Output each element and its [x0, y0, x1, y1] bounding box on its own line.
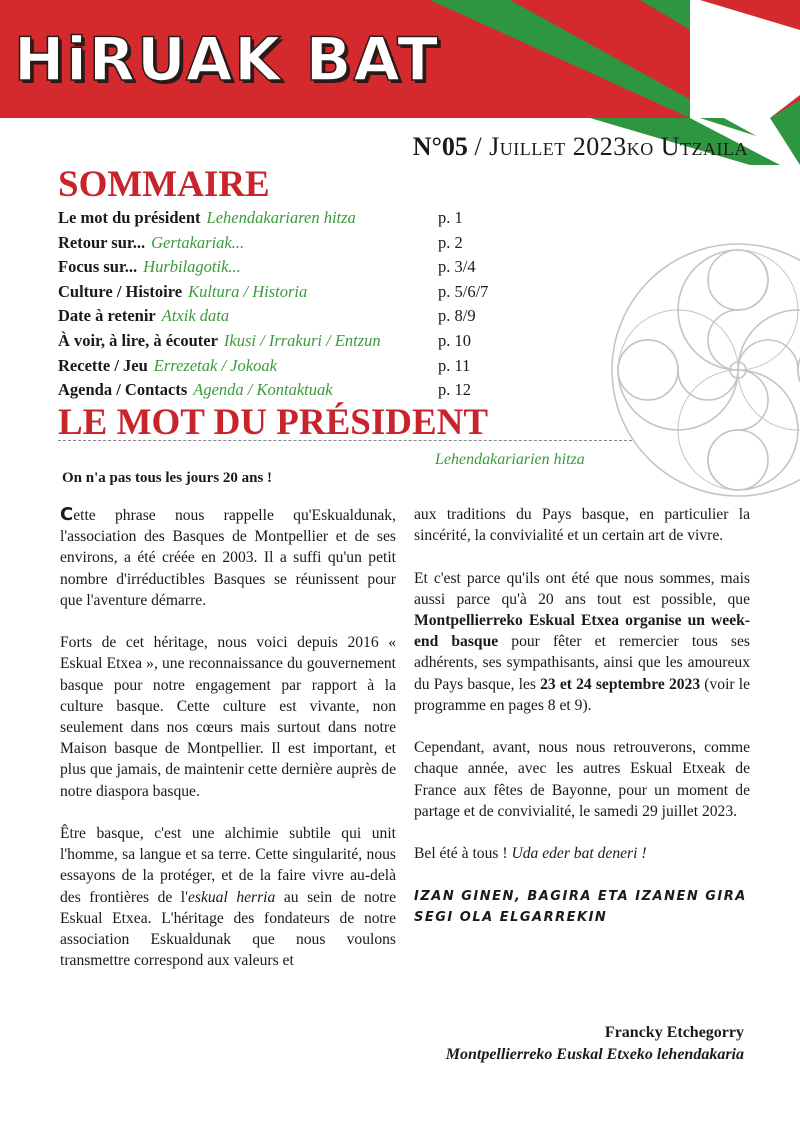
- toc-item[interactable]: [58, 255, 498, 280]
- paragraph: Cependant, avant, nous nous retrouverons, comme chaque année, avec les autres Eskual Etxeak de France aux fêtes de Bayonne, pour un moment de partage et de convivialité, le samedi 29 juillet 2023.: [414, 739, 750, 820]
- signature-role: Montpellierreko Euskal Etxeko lehendakaria: [445, 1046, 744, 1063]
- basque-motto: [414, 886, 750, 928]
- bold-text: Montpellierreko Eskual Etxea organise un week-end basque: [414, 612, 750, 651]
- paragraph-text: ette phrase nous rappelle qu'Eskualdunak, l'association des Basques de Montpellier et de ses environs, a été créée en 2003. Il a suffi qu'un petit nombre d'irréductibles Basques se réunissent pour que l'aventure démarre.: [60, 507, 396, 609]
- toc-item[interactable]: [58, 206, 498, 231]
- toc-item-page: p. 1: [438, 208, 463, 227]
- paragraph-text: Et c'est parce qu'ils ont été que nous sommes, mais aussi parce qu'à 20 ans tout est possible, que: [414, 569, 750, 608]
- toc-item[interactable]: [58, 231, 498, 256]
- toc-item-eu: Hurbilagotik...: [143, 257, 241, 277]
- toc-item-page: p. 8/9: [438, 306, 476, 326]
- newsletter-masthead: HiRUAK BAT: [14, 25, 441, 95]
- toc-item-fr: Retour sur...: [58, 232, 146, 252]
- sommaire-title: SOMMAIRE: [58, 164, 270, 205]
- toc-item-fr: Le mot du président: [58, 208, 201, 227]
- toc-item-eu: Atxik data: [161, 306, 230, 326]
- toc-item-page: p. 12: [438, 380, 471, 400]
- paragraph-text: pour fêter et remercier tous ses adhérents, ses sympathisants, ainsi que les amoureux du Pays basque, les: [414, 633, 750, 693]
- article-column-left: [60, 504, 396, 993]
- toc-item-eu: Agenda / Kontaktuak: [193, 380, 333, 400]
- toc-item-page: p. 11: [438, 355, 471, 375]
- paragraph-text: Bel été à tous !: [414, 845, 512, 863]
- paragraph-text: au sein de notre Eskual Etxea. L'héritage des fondateurs de notre association Eskualdunak que nous voulons transmettre correspond aux valeurs et: [60, 888, 396, 970]
- basque-greeting: Uda eder bat deneri !: [511, 845, 647, 863]
- table-of-contents: [58, 206, 498, 403]
- toc-item-fr: Culture / Histoire: [58, 281, 183, 301]
- paragraph: [60, 823, 396, 971]
- article-title: LE MOT DU PRÉSIDENT: [58, 402, 489, 443]
- signature-block: [446, 1022, 744, 1066]
- toc-item-eu: Kultura / Historia: [188, 281, 308, 301]
- event-dates: 23 et 24 septembre 2023: [540, 675, 701, 693]
- issue-date: / Juillet 2023ko Utzaila: [474, 132, 748, 161]
- paragraph-text: Être basque, c'est une alchimie subtile qui unit l'homme, sa langue et sa terre. Cette singularité, nous essayons de la protéger, et de la faire vivre au-delà des frontières de l': [60, 825, 396, 906]
- toc-item-page: p. 3/4: [438, 257, 476, 277]
- drop-cap: C: [60, 504, 74, 525]
- issue-line: [413, 132, 748, 162]
- title-divider: [58, 440, 632, 441]
- toc-item-page: p. 5/6/7: [438, 281, 489, 301]
- toc-item-eu: Lehendakariaren hitza: [206, 208, 356, 227]
- paragraph: [414, 843, 750, 864]
- paragraph: aux traditions du Pays basque, en particulier la sincérité, la convivialité et un certain art de vivre.: [414, 506, 750, 545]
- toc-item-eu: Gertakariak...: [151, 232, 245, 252]
- paragraph: Forts de cet héritage, nous voici depuis 2016 « Eskual Etxea », une reconnaissance du gouvernement basque pour notre engagement par rapport à la culture basque. Cette culture est vivante, non seulement dans nos cœurs mais surtout dans notre Maison basque de Montpellier. Il est important, et plus que jamais, de maintenir cette dernière auprès de notre diaspora basque.: [60, 634, 396, 800]
- toc-item-fr: À voir, à lire, à écouter: [58, 330, 218, 350]
- paragraph: [60, 504, 396, 611]
- signature-name: Francky Etchegorry: [604, 1024, 744, 1041]
- toc-item[interactable]: [58, 329, 498, 354]
- toc-item[interactable]: [58, 378, 498, 403]
- toc-item-page: p. 10: [438, 330, 471, 350]
- issue-number: N°05: [412, 132, 468, 161]
- toc-item-fr: Focus sur...: [58, 257, 138, 277]
- article-column-right: [414, 504, 750, 928]
- toc-item-fr: Agenda / Contacts: [58, 380, 188, 400]
- toc-item[interactable]: [58, 280, 498, 305]
- motto-line: SEGI OLA ELGARREKIN: [414, 909, 608, 925]
- toc-item-eu: Ikusi / Irrakuri / Entzun: [223, 330, 381, 350]
- toc-item-page: p. 2: [438, 232, 463, 252]
- emphasis-text: eskual herria: [187, 888, 276, 906]
- paragraph-text: (voir le programme en pages 8 et 9).: [414, 675, 750, 714]
- article-subtitle-basque: Lehendakariarien hitza: [435, 451, 585, 468]
- article-tagline: On n'a pas tous les jours 20 ans !: [62, 470, 273, 486]
- toc-item[interactable]: [58, 354, 498, 379]
- paragraph: [414, 568, 750, 716]
- toc-item-fr: Recette / Jeu: [58, 355, 148, 375]
- toc-item[interactable]: [58, 304, 498, 329]
- toc-item-fr: Date à retenir: [58, 306, 156, 326]
- toc-item-eu: Errezetak / Jokoak: [153, 355, 277, 375]
- motto-line: IZAN GINEN, BAGIRA ETA IZANEN GIRA: [414, 888, 747, 904]
- lauburu-icon: [610, 240, 800, 500]
